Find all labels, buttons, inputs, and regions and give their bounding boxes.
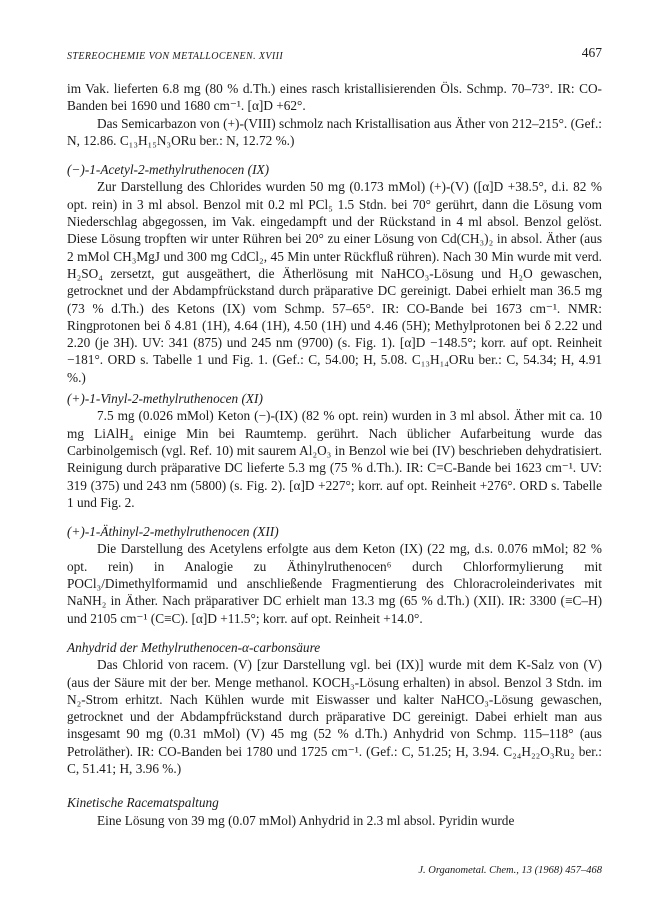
article-body — [67, 80, 602, 829]
section-heading-acetyl: (−)-1-Acetyl-2-methylruthenocen (IX) — [67, 162, 270, 178]
paragraph-vinyl-procedure: 7.5 mg (0.026 mMol) Keton (−)-(IX) (82 % opt. rein) wurden in 3 ml absol. Äther mit ca. 10 mg LiAlH₄ einige Min bei Raumtemp. gerührt. Nach üblicher Aufarbeitung wurde das Carbinolgemisch (vgl. Ref. 10) mit saurem Al₂O₃ in Benzol wie bei (IV) beschrieben dehydratisiert. Reinigung durch präparative DC lieferte 5.3 mg (75 % d.Th.). IR: C=C-Bande bei 1623 cm⁻¹. UV: 319 (375) und 243 nm (5800) (s. Fig. 2). [α]D +227°; korr. auf opt. Reinheit +276°. ORD s. Tabelle 1 und Fig. 2. — [67, 408, 602, 510]
section-heading-vinyl: (+)-1-Vinyl-2-methylruthenocen (XI) — [67, 391, 263, 407]
section-heading-racemate: Kinetische Racematspaltung — [67, 795, 219, 811]
page-number: 467 — [581, 45, 602, 60]
paragraph-continuation: im Vak. lieferten 6.8 mg (80 % d.Th.) eines rasch kristallisierenden Öls. Schmp. 70–73°. IR: CO-Banden bei 1690 und 1680 cm⁻¹. [α]D +62°. — [67, 81, 602, 114]
page-header — [67, 44, 602, 64]
paragraph-ethynyl-procedure: Die Darstellung des Acetylens erfolgte aus dem Keton (IX) (22 mg, d.s. 0.076 mMol; 82 % opt. rein) in Analogie zu Äthinylruthenocen⁶ durch Chlorformylierung mit POCl₃/Dimethylformamid und anschließende Fragmentierung des Chloracroleinderivates mit NaNH₂ in Äther. Nach präparativer DC erhielt man 13.3 mg (65 % d.Th.) (XII). IR: 3300 (≡C–H) und 2105 cm⁻¹ (C≡C). [α]D +11.5°; korr. auf opt. Reinheit +14.0°. — [67, 541, 602, 626]
running-title: STEREOCHEMIE VON METALLOCENEN. XVIII — [67, 51, 284, 62]
paragraph-acetyl-procedure: Zur Darstellung des Chlorides wurden 50 mg (0.173 mMol) (+)-(V) ([α]D +38.5°, d.i. 82 % opt. rein) in 3 ml absol. Benzol mit 0.2 ml PCl₅ 1.5 Stdn. bei 70° gerührt, dann die Lösung vom Niederschlag abgegossen, im Vak. eingedampft und der Rückstand in 4 ml absol. Benzol gelöst. Diese Lösung tropften wir unter Rühren bei 20° zu einer Lösung von Cd(CH₃)₂ in absol. Äther (aus 2 mMol CH₃MgJ und 300 mg CdCl₂, 45 Min unter Rückfluß rühren). Nach 30 Min wurde mit verd. H₂SO₄ zersetzt, gut ausgeäthert, die Ätherlösung mit NaHCO₃-Lösung und H₂O gewaschen, getrocknet und der Abdampfrückstand durch präparative DC gereinigt. Dabei erhielt man 36.5 mg (73 % d.Th.) des Ketons (IX) vom Schmp. 57–65°. IR: CO-Bande bei 1673 cm⁻¹. NMR: Ringprotonen bei δ 4.81 (1H), 4.64 (1H), 4.50 (1H) und 4.46 (5H); Methylprotonen bei δ 2.22 und 2.20 (je 3H). UV: 341 (875) und 245 nm (9700) (s. Fig. 1). [α]D −148.5°; korr. auf opt. Reinheit −181°. ORD s. Tabelle 1 und Fig. 1. (Gef.: C, 54.00; H, 5.08. C₁₃H₁₄ORu ber.: C, 54.34; H, 4.91 %.) — [67, 179, 602, 385]
journal-citation: J. Organometal. Chem., 13 (1968) 457–468 — [418, 865, 602, 876]
section-heading-anhydride: Anhydrid der Methylruthenocen-α-carbonsäure — [67, 639, 321, 655]
paragraph-semicarbazone: Das Semicarbazon von (+)-(VIII) schmolz nach Kristallisation aus Äther von 212–215°. (Gef.: N, 12.86. C₁₃H₁₅N₃ORu ber.: N, 12.72 %.) — [67, 115, 602, 148]
paragraph-racemate-start: Eine Lösung von 39 mg (0.07 mMol) Anhydrid in 2.3 ml absol. Pyridin wurde — [97, 812, 515, 828]
section-heading-ethynyl: (+)-1-Äthinyl-2-methylruthenocen (XII) — [67, 524, 279, 540]
paragraph-anhydride-procedure: Das Chlorid von racem. (V) [zur Darstellung vgl. bei (IX)] wurde mit dem K-Salz von (V) (aus der Säure mit der ber. Menge methanol. KOCH₃-Lösung erhalten) in absol. Benzol 3 Stdn. im N₂-Strom erhitzt. Nach Kühlen wurde mit Eiswasser und kalter NaHCO₃-Lösung gewaschen, getrocknet und der Abdampfrückstand durch präparative DC gereinigt. Dabei erhielt man aus insgesamt 90 mg (0.31 mMol) (V) 45 mg (52 % d.Th.) Anhydrid von Schmp. 115–118° (aus Petroläther). IR: CO-Banden bei 1780 und 1725 cm⁻¹. (Gef.: C, 51.25; H, 3.94. C₂₄H₂₂O₃Ru₂ ber.: C, 51.41; H, 3.96 %.) — [67, 657, 602, 776]
